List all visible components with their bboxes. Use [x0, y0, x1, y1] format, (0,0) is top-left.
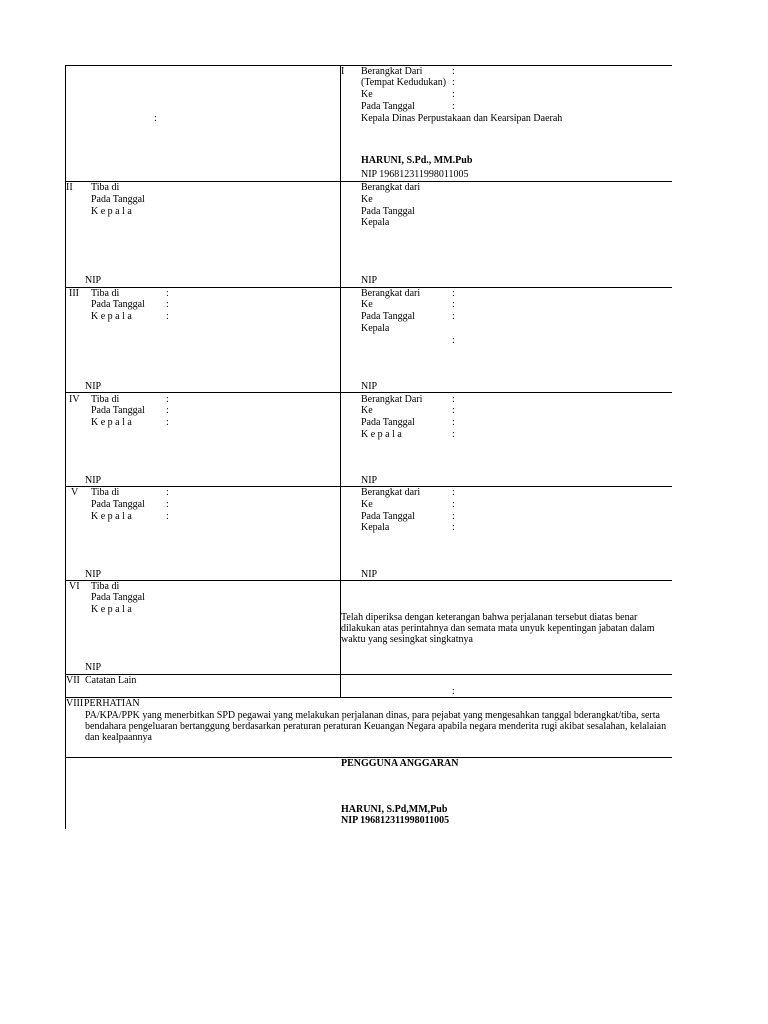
label-tiba-di: Tiba di	[91, 288, 120, 299]
label-kepala-right: Kepala	[361, 217, 390, 228]
label-pada-tanggal: Pada Tanggal	[361, 101, 415, 112]
colon-pada-tanggal: :	[166, 405, 169, 416]
colon-tiba-di: :	[166, 487, 169, 498]
label-kepala: K e p a l a	[91, 604, 132, 615]
form-column-divider	[340, 65, 341, 698]
label-kepala: K e p a l a	[91, 511, 132, 522]
label-pada-tanggal: Pada Tanggal	[91, 194, 145, 205]
footer-title: PENGGUNA ANGGARAN	[341, 758, 459, 769]
form-left-border	[65, 65, 66, 829]
signer-nip: NIP 196812311998011005	[361, 169, 469, 180]
section-number: VII	[66, 675, 80, 686]
signer-name: HARUNI, S.Pd., MM.Pub	[361, 155, 473, 166]
colon-pada-tanggal: :	[166, 499, 169, 510]
colon-kepala: :	[166, 311, 169, 322]
colon-tiba-di: :	[166, 394, 169, 405]
right-nip: NIP	[361, 275, 378, 286]
colon-pada-tanggal: :	[166, 299, 169, 310]
label-berangkat-dari: Berangkat dari	[361, 288, 421, 299]
label-pada-tanggal: Pada Tanggal	[91, 499, 145, 510]
label-berangkat-dari: Berangkat Dari	[361, 394, 423, 405]
label-kepala: K e p a l a	[91, 311, 132, 322]
colon-ke: :	[452, 499, 455, 510]
section-number: III	[69, 288, 79, 299]
section-number: V	[71, 487, 79, 498]
label-pada-tanggal-right: Pada Tanggal	[361, 311, 415, 322]
colon-berangkat-dari: :	[452, 487, 455, 498]
right-nip: NIP	[361, 381, 378, 392]
left-nip: NIP	[85, 381, 102, 392]
footer-nip: NIP 196812311998011005	[341, 815, 450, 826]
label-berangkat-dari: Berangkat dari	[361, 182, 421, 193]
colon-ke: :	[452, 405, 455, 416]
colon-pada-tanggal-right: :	[452, 311, 455, 322]
label-pada-tanggal: Pada Tanggal	[91, 592, 145, 603]
colon-berangkat-dari: :	[452, 288, 455, 299]
left-nip: NIP	[85, 569, 102, 580]
left-nip: NIP	[85, 475, 102, 486]
label-pada-tanggal-right: Pada Tanggal	[361, 511, 415, 522]
label-ke: Ke	[361, 194, 373, 205]
label-pada-tanggal: Pada Tanggal	[91, 299, 145, 310]
label-tiba-di: Tiba di	[91, 182, 120, 193]
section-number: I	[341, 66, 345, 77]
colon-kepala: :	[166, 511, 169, 522]
footer-name: HARUNI, S.Pd,MM,Pub	[341, 804, 448, 815]
colon-pada-tanggal: :	[452, 101, 455, 112]
label-ke: Ke	[361, 89, 373, 100]
colon-berangkat-dari: :	[452, 394, 455, 405]
label-ke: Ke	[361, 299, 373, 310]
divider-5-6	[65, 580, 672, 581]
right-nip: NIP	[361, 475, 378, 486]
label-kepala: K e p a l a	[91, 206, 132, 217]
left-nip: NIP	[85, 275, 102, 286]
signer-position: Kepala Dinas Perpustakaan dan Kearsipan Daerah	[361, 113, 563, 124]
label-tiba-di: Tiba di	[91, 487, 120, 498]
perhatian-text: PA/KPA/PPK yang menerbitkan SPD pegawai yang melakukan perjalanan dinas, para pejabat yang mengesahkan tanggal bderangkat/tiba, serta bendahara pengeluaran bertanggung berdasarkan peraturan peraturan Keuangan Negara apabila negara menderita rugi akibat sesalahan, kelalaian dan kealpaannya	[85, 710, 667, 743]
label-kepala-right: K e p a l a	[361, 429, 402, 440]
left-nip: NIP	[85, 662, 102, 673]
right-nip: NIP	[361, 569, 378, 580]
label-ke: Ke	[361, 499, 373, 510]
divider-6-7	[65, 674, 672, 675]
colon-kepala: :	[166, 417, 169, 428]
label-pada-tanggal: Pada Tanggal	[91, 405, 145, 416]
label-tiba-di: Tiba di	[91, 394, 120, 405]
section-number: II	[66, 182, 73, 193]
colon-ke: :	[452, 89, 455, 100]
colon-pada-tanggal-right: :	[452, 417, 455, 428]
label-kepala: K e p a l a	[91, 417, 132, 428]
colon-tempat-kedudukan: :	[452, 77, 455, 88]
colon-catatan: :	[452, 686, 455, 697]
colon-pada-tanggal-right: :	[452, 511, 455, 522]
label-pada-tanggal-right: Pada Tanggal	[361, 206, 415, 217]
label-ke: Ke	[361, 405, 373, 416]
label-berangkat-dari: Berangkat Dari	[361, 66, 423, 77]
label-tempat-kedudukan: (Tempat Kedudukan)	[361, 77, 447, 88]
divider-7-8	[65, 697, 672, 698]
perhatian-title: PERHATIAN	[84, 698, 140, 709]
colon-kepala-right: :	[452, 335, 455, 346]
label-tiba-di: Tiba di	[91, 581, 120, 592]
section-number: VIII	[66, 698, 84, 709]
colon-tiba-di: :	[166, 288, 169, 299]
label-berangkat-dari: Berangkat dari	[361, 487, 421, 498]
section-number: VI	[69, 581, 80, 592]
divider-3-4	[65, 392, 672, 393]
label-kepala-right: Kepala	[361, 323, 390, 334]
colon-kepala-right: :	[452, 522, 455, 533]
label-kepala-right: Kepala	[361, 522, 390, 533]
colon-kepala-right: :	[452, 429, 455, 440]
colon-berangkat-dari: :	[452, 66, 455, 77]
label-pada-tanggal-right: Pada Tanggal	[361, 417, 415, 428]
section-number: IV	[69, 394, 80, 405]
colon-ke: :	[452, 299, 455, 310]
left-center-colon: :	[154, 113, 157, 124]
verification-statement: Telah diperiksa dengan keterangan bahwa perjalanan tersebut diatas benar dilakukan atas perintahnya dan semata mata unyuk kepentingan jabatan dalam waktu yang sesingkat singkatnya	[341, 612, 655, 645]
label-catatan-lain: Catatan Lain	[85, 675, 137, 686]
